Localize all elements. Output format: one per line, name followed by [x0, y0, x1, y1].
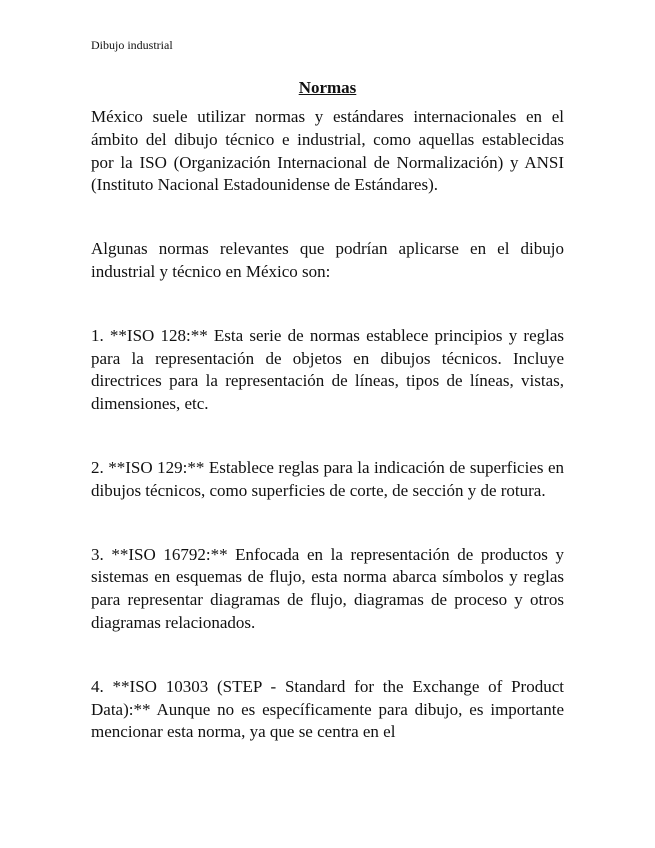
paragraph-spacer	[91, 635, 564, 676]
paragraph-spacer	[91, 197, 564, 238]
paragraph-iso-10303: 4. **ISO 10303 (STEP - Standard for the Exchange of Product Data):** Aunque no es específicamente para dibujo, es importante mencionar esta norma, ya que se centra en el	[91, 676, 564, 742]
paragraph-list-intro: Algunas normas relevantes que podrían aplicarse en el dibujo industrial y técnico en México son:	[91, 239, 564, 281]
paragraph-iso-128: 1. **ISO 128:** Esta serie de normas establece principios y reglas para la representación de objetos en dibujos técnicos. Incluye directrices para la representación de líneas, tipos de líneas, vistas, dimensiones, etc.	[91, 325, 564, 414]
section-title: Normas	[298, 78, 357, 97]
paragraph-iso-16792: 3. **ISO 16792:** Enfocada en la representación de productos y sistemas en esquemas de flujo, esta norma abarca símbolos y reglas para representar diagramas de flujo, diagramas de proceso y otros diagramas relacionados.	[91, 544, 564, 632]
paragraph-spacer	[91, 284, 564, 325]
running-header: Dibujo industrial	[91, 38, 173, 52]
paragraph-intro: México suele utilizar normas y estándares internacionales en el ámbito del dibujo técnico e industrial, como aquellas establecidas por la ISO (Organización Internacional de Normalización) y ANSI (Instituto Nacional Estadounidense de Estándares).	[91, 107, 564, 195]
paragraph-spacer	[91, 416, 564, 457]
document-body	[91, 106, 564, 744]
paragraph-iso-129: 2. **ISO 129:** Establece reglas para la indicación de superficies en dibujos técnicos, como superficies de corte, de sección y de rotura.	[91, 457, 564, 500]
paragraph-spacer	[91, 503, 564, 544]
